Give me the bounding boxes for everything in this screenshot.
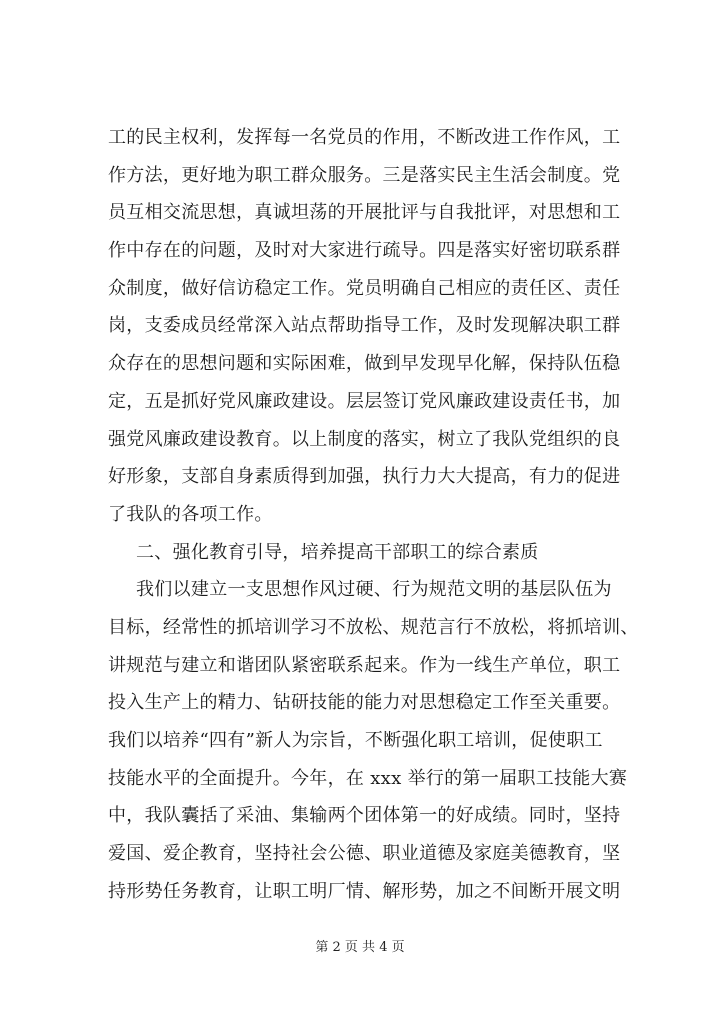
text-line: 众制度，做好信访稳定工作。党员明确自己相应的责任区、责任 <box>108 277 621 299</box>
text-line: 岗，支委成员经常深入站点帮助指导工作，及时发现解决职工群 <box>108 315 621 337</box>
text-line: 二、强化教育引导，培养提高干部职工的综合素质 <box>136 541 539 563</box>
text-line: 了我队的各项工作。 <box>108 503 273 525</box>
text-line: 爱国、爱企教育，坚持社会公德、职业道德及家庭美德教育，坚 <box>108 843 621 865</box>
text-line: 技能水平的全面提升。今年，在 xxx 举行的第一届职工技能大赛 <box>108 767 628 789</box>
text-line: 我们以培养“四有”新人为宗旨，不断强化职工培训，促使职工 <box>108 730 603 751</box>
text-line: 我们以建立一支思想作风过硬、行为规范文明的基层队伍为 <box>136 579 612 601</box>
page-number-label: 第 2 页 共 4 页 <box>315 940 405 955</box>
text-line: 持形势任务教育，让职工明厂情、解形势，加之不间断开展文明 <box>108 880 621 902</box>
text-line: 作方法，更好地为职工群众服务。三是落实民主生活会制度。党 <box>108 164 621 186</box>
text-line: 工的民主权利，发挥每一名党员的作用，不断改进工作作风，工 <box>108 127 621 148</box>
text-line: 讲规范与建立和谐团队紧密联系起来。作为一线生产单位，职工 <box>108 654 621 676</box>
text-line: 强党风廉政建设教育。以上制度的落实，树立了我队党组织的良 <box>108 428 621 450</box>
text-line: 好形象，支部自身素质得到加强，执行力大大提高，有力的促进 <box>108 466 621 488</box>
text-line: 中，我队囊括了采油、集输两个团体第一的好成绩。同时，坚持 <box>108 805 621 827</box>
text-line: 众存在的思想问题和实际困难，做到早发现早化解，保持队伍稳 <box>108 353 621 375</box>
text-line: 投入生产上的精力、钻研技能的能力对思想稳定工作至关重要。 <box>108 692 621 714</box>
body-text <box>108 119 638 910</box>
text-line: 目标，经常性的抓培训学习不放松、规范言行不放松，将抓培训、 <box>108 616 639 638</box>
text-line: 作中存在的问题，及时对大家进行疏导。四是落实好密切联系群 <box>108 240 621 262</box>
text-line: 员互相交流思想，真诚坦荡的开展批评与自我批评，对思想和工 <box>108 202 621 224</box>
text-line: 定，五是抓好党风廉政建设。层层签订党风廉政建设责任书，加 <box>108 390 621 412</box>
page-footer <box>0 936 720 955</box>
